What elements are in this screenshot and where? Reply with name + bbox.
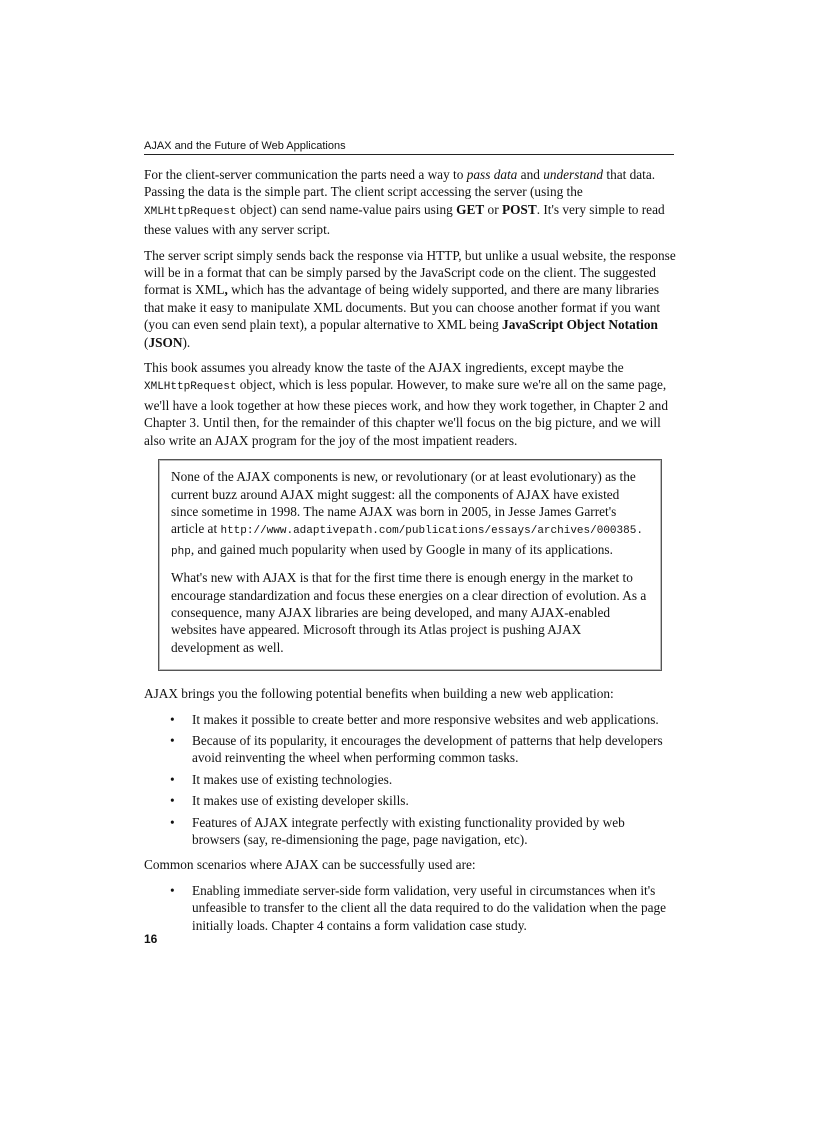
text-run: object) can send name-value pairs using <box>236 201 457 217</box>
page-body <box>144 166 676 942</box>
list-item <box>144 882 676 934</box>
code-xmlhttprequest: XMLHttpRequest <box>144 205 237 218</box>
benefits-list <box>144 711 676 849</box>
list-item-text: It makes it possible to create better and more responsive websites and web applications. <box>192 711 659 727</box>
bullet-icon: • <box>170 732 175 748</box>
benefits-intro: AJAX brings you the following potential benefits when building a new web application: <box>144 686 614 702</box>
running-header: AJAX and the Future of Web Applications <box>144 140 674 155</box>
text-run: None of the AJAX components is new, or revolutionary (or at least evolutionary) as the current buzz around AJAX might suggest: all the components of AJAX have existed since sometime in 1998. The name AJAX was born in 2005, in Jesse James Garret's article at <box>171 469 636 537</box>
paragraph-book-assumes <box>144 359 676 449</box>
list-item <box>144 711 676 728</box>
text-run: , and gained much popularity when used by Google in many of its applications. <box>190 541 613 557</box>
list-item <box>144 792 676 809</box>
note-box <box>158 459 662 671</box>
list-item-text: It makes use of existing developer skills. <box>192 793 409 809</box>
bullet-icon: • <box>170 711 175 727</box>
bold-json: JSON <box>148 334 183 350</box>
text-run: ( <box>144 334 149 350</box>
article-url: http://www.adaptivepath.com/publications/essays/archives/000385.php <box>171 525 643 558</box>
bold-get: GET <box>456 201 485 217</box>
bold-post: POST <box>501 201 537 217</box>
text-run: or <box>484 201 502 217</box>
text-run: The server script simply sends back the response via HTTP, but unlike a usual website, the response will be in a format that can be simply parsed by the JavaScript code on the client. The suggested format is XML <box>144 247 676 298</box>
bullet-icon: • <box>170 771 175 787</box>
bullet-icon: • <box>170 882 175 898</box>
note-paragraph-history <box>171 468 649 561</box>
list-item-text: Because of its popularity, it encourages the development of patterns that help developers avoid reinventing the wheel when performing common tasks. <box>192 732 663 766</box>
list-item <box>144 814 676 849</box>
paragraph-server-script <box>144 247 676 351</box>
text-run: ). <box>182 334 191 350</box>
bullet-icon: • <box>170 793 175 809</box>
list-item <box>144 732 676 767</box>
emphasis-understand: understand <box>543 167 604 182</box>
scenarios-intro: Common scenarios where AJAX can be successfully used are: <box>144 857 476 873</box>
text-run: that data. Passing the data is the simple part. The client script accessing the server (using the <box>144 167 656 200</box>
page-number: 16 <box>144 932 158 946</box>
bold-javascript-object-notation: JavaScript Object Notation <box>502 317 658 333</box>
code-xmlhttprequest: XMLHttpRequest <box>144 381 237 394</box>
emphasis-pass-data: pass data <box>466 167 518 182</box>
scenarios-list <box>144 882 676 934</box>
text-run: and <box>517 167 544 182</box>
list-item-text: Features of AJAX integrate perfectly with existing functionality provided by web browsers (say, re-dimensioning the page, page navigation, etc). <box>192 814 625 847</box>
list-item-text: Enabling immediate server-side form validation, very useful in circumstances when it's unfeasible to transfer to the client all the data required to do the validation when the page initially loads. Chapter 4 contains a form validation case study. <box>192 882 667 933</box>
text-run: object, which is less popular. However, to make sure we're all on the same page, we'll have a look together at how these pieces work, and how they work together, in Chapter 2 and Chapter 3. Until then, for the remainder of this chapter we'll focus on the big picture, and we will also write an AJAX program for the joy of the most impatient readers. <box>144 377 668 448</box>
list-item-text: It makes use of existing technologies. <box>192 771 393 787</box>
text-run: . It's very simple to read these values with any server script. <box>144 201 665 238</box>
text-run: which has the advantage of being widely supported, and there are many libraries that make it easy to manipulate XML documents. But you can choose another format if you want (you can even send plain text), a popular alternative to XML being <box>144 282 661 333</box>
note-paragraph-whats-new: What's new with AJAX is that for the first time there is enough energy in the market to encourage standardization and focus these energies on a clear direction of evolution. As a consequence, many AJAX libraries are being developed, and many AJAX-enabled websites have appeared. Microsoft through its Atlas project is pushing AJAX development as well. <box>171 570 647 655</box>
list-item <box>144 771 676 788</box>
text-run: For the client-server communication the parts need a way to <box>144 167 467 182</box>
bullet-icon: • <box>170 814 175 830</box>
bold-comma: , <box>224 282 228 298</box>
text-run: This book assumes you already know the taste of the AJAX ingredients, except maybe the <box>144 360 624 376</box>
paragraph-client-server <box>144 166 676 239</box>
